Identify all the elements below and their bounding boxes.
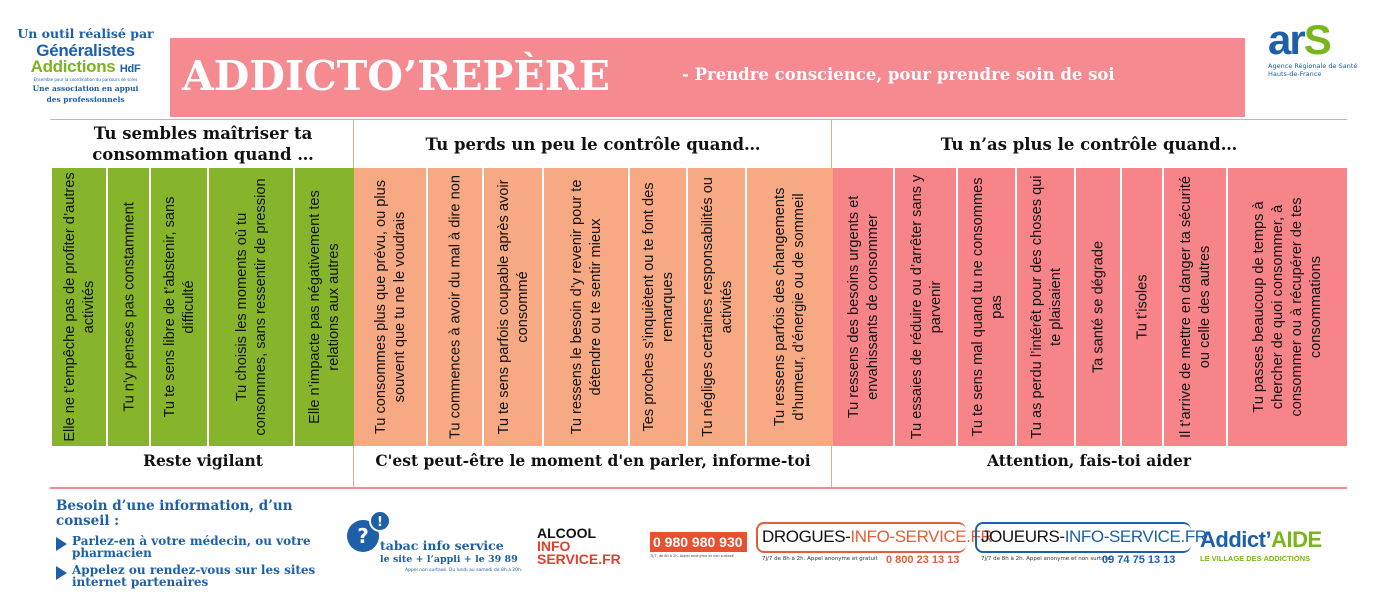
partner-phone-number[interactable]	[650, 532, 747, 572]
criterion-text: Tu te sens mal quand tu ne consommes pas	[969, 177, 1005, 437]
criterion-text: Tes proches s’inquiètent ou te font des remarques	[641, 182, 676, 432]
criterion-column	[544, 168, 630, 446]
association-line2: des professionnels	[46, 95, 125, 104]
info-list	[56, 535, 326, 588]
info-bullet-text: Parlez-en à votre médecin, ou votre pharmacien	[72, 534, 311, 560]
ars-agency-line1: Agence Régionale de Santé	[1268, 62, 1358, 70]
criterion-text: Tu essaies de réduire ou d’arrêter sans y parvenir	[908, 174, 944, 440]
phone-note: 7j/7, de 8h à 2h. Appel anonyme et non surtaxé	[650, 554, 734, 558]
arrow-right-icon	[56, 566, 67, 580]
criterion-column	[895, 168, 958, 446]
criterion-column	[108, 168, 151, 446]
criterion-text: Il t’arrive de mettre en danger ta sécurité ou celle des autres	[1178, 176, 1213, 439]
criterion-text: Elle n’impacte pas négativement tes relations aux autres	[306, 190, 342, 424]
partner-name-line3: SERVICE.FR	[537, 551, 621, 567]
partner-name-line2: INFO	[537, 538, 571, 554]
criterion-text: Tu commences à avoir du mal à dire non	[447, 175, 464, 439]
page-subtitle: - Prendre conscience, pour prendre soin de soi	[682, 65, 1115, 84]
ars-agency-name	[1268, 62, 1357, 78]
footer-get-help: Attention, fais-toi aider	[987, 451, 1191, 470]
logo-ars	[1262, 16, 1372, 92]
footer-talk-about-it: C'est peut-être le moment d'en parler, informe-toi	[375, 451, 811, 470]
criterion-column	[209, 168, 295, 446]
criterion-text: Ta santé se dégrade	[1090, 240, 1107, 374]
criterion-column	[1228, 168, 1347, 446]
question-bubble-icon: ?	[347, 520, 379, 552]
exclamation-bubble-icon: !	[369, 510, 391, 532]
logo-wordmark	[8, 43, 163, 77]
criterion-column	[484, 168, 544, 446]
criterion-text: Tu ressens des besoins urgents et envahissants de consommer	[846, 195, 881, 419]
partner-alcool-info-service[interactable]	[537, 527, 637, 571]
criterion-text: Tu n’y penses pas constamment	[121, 202, 137, 412]
info-block	[56, 499, 326, 593]
association-line1: Une association en appui	[32, 84, 139, 93]
criterion-column	[1076, 168, 1122, 446]
logo-region: HdF	[119, 63, 141, 75]
info-bullet-partners	[56, 564, 326, 588]
section-title-losing-control: Tu perds un peu le contrôle quand…	[425, 134, 761, 154]
criterion-text: Tu as perdu l’intérêt pour des choses qui te plaisaient	[1028, 175, 1064, 439]
criterion-column	[428, 168, 484, 446]
partner-contact: le site + l’appli + le 39 89	[380, 554, 518, 565]
logo-tagline: Ensemble pour la coordination du parcours de soins	[33, 77, 138, 82]
criterion-text: Tu consommes plus que prévu, ou plus souvent que tu ne le voudrais	[373, 179, 408, 435]
partner-name	[1200, 527, 1350, 553]
section-title-control: Tu sembles maîtriser ta consommation quand …	[92, 124, 314, 164]
partner-hours: 7j/7 de 8h à 2h. Appel anonyme et non surtaxé	[981, 556, 1111, 562]
partner-phone: 0 800 23 13 13	[886, 554, 960, 566]
criterion-text: Tu ressens parfois des changements d’humeur, d’énergie ou de sommeil	[772, 187, 807, 427]
partner-name-part: DROGUES-	[762, 527, 851, 546]
criterion-column	[354, 168, 428, 446]
info-question: Besoin d’une information, d’un conseil :	[56, 498, 293, 529]
partner-name-part: JOUEURS-	[981, 527, 1065, 546]
partner-name-part: INFO-SERVICE.FR	[850, 527, 993, 546]
criterion-text: Tu t’isoles	[1134, 274, 1151, 340]
partner-name	[981, 527, 1207, 547]
partner-phone: 09 74 75 13 13	[1102, 554, 1176, 566]
phone-number: 0 980 980 930	[650, 532, 747, 552]
partner-joueurs-info-service[interactable]	[975, 522, 1207, 570]
made-by-label: Un outil réalisé par	[17, 26, 154, 41]
info-bullet-text: Appelez ou rendez-vous sur les sites internet partenaires	[72, 563, 316, 589]
criterion-column	[1017, 168, 1076, 446]
criterion-text: Tu ressens le besoin d’y revenir pour te détendre ou te sentir mieux	[569, 179, 604, 435]
criterion-column	[630, 168, 688, 446]
arrow-right-icon	[56, 537, 67, 551]
logo-name-line2: Addictions	[30, 57, 116, 76]
partner-hours: 7j/7 de 8h à 2h. Appel anonyme et gratuit	[762, 556, 878, 562]
criterion-text: Tu te sens parfois coupable après avoir consommé	[496, 179, 531, 435]
info-bullet-doctor	[56, 535, 326, 559]
bottom-divider	[50, 487, 1347, 489]
partner-name-part: INFO-SERVICE.FR	[1064, 527, 1207, 546]
criterion-text: Tu choisis les moments où tu consommes, sans ressentir de pression	[234, 178, 269, 436]
partner-name	[762, 527, 992, 547]
section-title-no-control: Tu n’as plus le contrôle quand…	[940, 134, 1238, 154]
partner-name-part: Addict’	[1200, 527, 1272, 552]
partner-hours: Appel non surtaxé. Du lundi au samedi de 8h à 20h.	[405, 568, 523, 573]
partner-tagline: LE VILLAGE DES ADDICTIONS	[1200, 554, 1311, 563]
title-banner	[170, 38, 1245, 117]
criterion-column	[1122, 168, 1164, 446]
criterion-column	[833, 168, 895, 446]
partner-name-line1: ALCOOL	[537, 525, 597, 541]
ars-wordmark	[1268, 16, 1330, 64]
partner-tabac-info-service[interactable]	[347, 510, 527, 590]
criterion-column	[295, 168, 354, 446]
criterion-column	[688, 168, 747, 446]
logo-name-line1: Généralistes	[36, 41, 135, 60]
partner-name: tabac info service	[380, 538, 504, 553]
ars-letters: ar	[1268, 16, 1304, 63]
partner-name-part: AIDE	[1271, 527, 1322, 552]
page-title: ADDICTO’REPÈRE	[182, 52, 610, 100]
criterion-column	[52, 168, 108, 446]
logo-generalistes-addictions	[8, 26, 163, 105]
ars-s-letter: S	[1303, 16, 1330, 63]
ars-agency-line2: Hauts-de-France	[1268, 70, 1322, 78]
criterion-text: Tu négliges certaines responsabilités ou activités	[699, 177, 735, 437]
footer-stay-vigilant: Reste vigilant	[143, 451, 263, 470]
partner-addict-aide[interactable]	[1200, 527, 1350, 571]
criterion-text: Tu te sens libre de t’abstenir, sans difficulté	[162, 196, 197, 418]
partner-drogues-info-service[interactable]	[756, 522, 993, 570]
criterion-column	[958, 168, 1017, 446]
criterion-column	[1164, 168, 1228, 446]
criterion-text: Tu passes beaucoup de temps à chercher de quoi consommer, à consommer ou à récupérer de tes consommations	[1250, 197, 1324, 417]
criterion-column	[747, 168, 833, 446]
criterion-column	[151, 168, 209, 446]
criterion-text: Elle ne t’empêche pas de profiter d’autres activités	[62, 172, 97, 442]
